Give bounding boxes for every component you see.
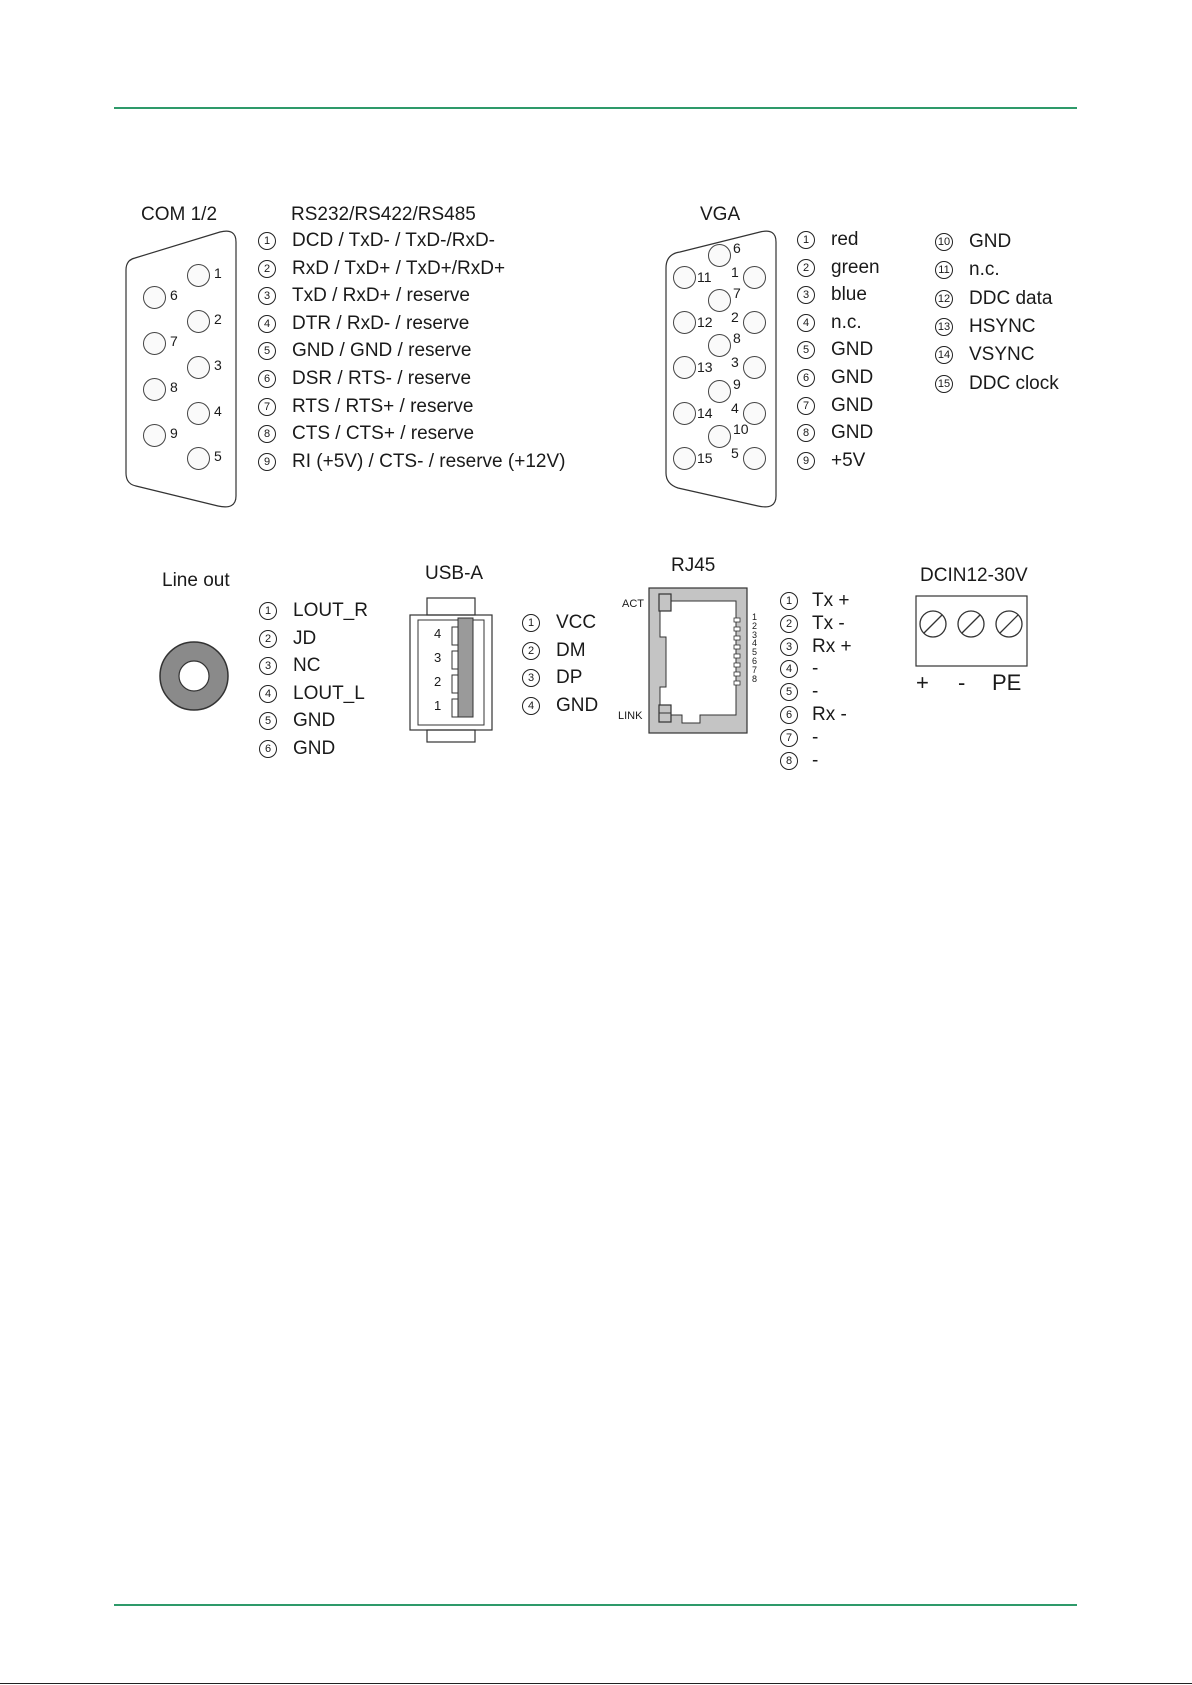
vga-pin-row (797, 367, 873, 389)
rj45-act-label: ACT (622, 598, 644, 610)
pin-number-circle: 2 (522, 642, 540, 660)
pin-number-circle: 4 (780, 660, 798, 678)
com-pin-number: 9 (170, 425, 178, 441)
rj45-title: RJ45 (671, 555, 716, 576)
usb-pin-number: 4 (434, 626, 442, 641)
pin-number-circle: 4 (797, 314, 815, 332)
com-pin-number: 4 (214, 403, 222, 419)
dcin-terminal-block (915, 595, 1030, 667)
com-pin-hole (187, 310, 210, 333)
pin-number-circle: 5 (797, 341, 815, 359)
vga-pin-number: 11 (697, 269, 712, 285)
dcin-terminal-minus: - (958, 670, 966, 695)
pin-number-circle: 1 (780, 592, 798, 610)
pin-number-circle: 15 (935, 375, 953, 393)
pin-label: TxD / RxD+ / reserve (292, 285, 470, 307)
usb-pin-number: 1 (434, 698, 442, 713)
com-pin-row (258, 258, 505, 280)
header-rule (114, 107, 1077, 109)
pin-label: blue (831, 284, 867, 306)
pin-number-circle: 1 (258, 232, 276, 250)
pin-number-circle: 4 (259, 685, 277, 703)
vga-pin-hole (673, 447, 696, 470)
rj45-contact-number: 8 (752, 673, 758, 684)
rj45-link-label: LINK (618, 710, 643, 722)
com-protocols: RS232/RS422/RS485 (291, 204, 476, 225)
pin-number-circle: 4 (258, 315, 276, 333)
rj45-contact-number: 1 (752, 612, 758, 622)
pin-number-circle: 3 (797, 286, 815, 304)
vga-pin-number: 6 (733, 240, 741, 256)
pin-label: - (812, 658, 819, 680)
pin-number-circle: 11 (935, 261, 953, 279)
vga-pin-row (935, 259, 1000, 281)
pin-label: DDC data (969, 287, 1053, 309)
page-bottom-edge (0, 1683, 1192, 1684)
vga-pin-row (797, 422, 873, 444)
pin-label: LOUT_L (293, 682, 365, 704)
vga-pin-row (935, 231, 1011, 253)
vga-pin-number: 1 (731, 264, 739, 280)
pin-label: RxD / TxD+ / TxD+/RxD+ (292, 257, 506, 279)
lineout-title: Line out (162, 570, 230, 591)
vga-pin-number: 8 (733, 330, 741, 346)
pin-label: GND (969, 231, 1012, 252)
com-pin-row (258, 368, 471, 390)
vga-pin-row (797, 284, 867, 306)
com-pin-hole (187, 447, 210, 470)
lineout-pin-row (259, 710, 335, 732)
pin-label: n.c. (831, 311, 862, 333)
pin-number-circle: 8 (258, 425, 276, 443)
vga-pin-number: 12 (697, 314, 713, 330)
rj45-pin-row (780, 636, 852, 658)
com-pin-hole (187, 402, 210, 425)
pin-number-circle: 5 (258, 342, 276, 360)
pin-label: Tx - (812, 612, 845, 634)
com-pin-number: 6 (170, 287, 178, 303)
pin-label: - (812, 749, 819, 771)
vga-pin-hole (673, 356, 696, 379)
rj45-contact-number: 7 (752, 664, 758, 675)
lineout-pin-row (259, 738, 335, 760)
com-pin-number: 5 (214, 448, 222, 464)
pin-number-circle: 5 (259, 712, 277, 730)
pin-label: DSR / RTS- / reserve (292, 368, 472, 389)
vga-pin-row (935, 316, 1036, 338)
pin-number-circle: 6 (258, 370, 276, 388)
vga-pin-number: 9 (733, 376, 741, 392)
vga-pin-row (797, 395, 873, 417)
pin-number-circle: 1 (797, 231, 815, 249)
pin-label: red (831, 229, 859, 250)
com-title: COM 1/2 (141, 204, 218, 225)
usb-pin-row (522, 640, 586, 662)
footer-rule (114, 1604, 1077, 1606)
rj45-contact-number: 6 (752, 656, 758, 666)
pin-label: - (812, 681, 819, 703)
com-pin-row (258, 313, 469, 335)
com-db9-connector (120, 228, 250, 508)
vga-pin-number: 2 (731, 309, 739, 325)
pin-label: +5V (831, 449, 866, 471)
com-pin-row (258, 230, 495, 252)
pin-number-circle: 1 (259, 602, 277, 620)
usb-pin-number: 2 (434, 674, 442, 689)
pin-label: RI (+5V) / CTS- / reserve (+12V) (292, 450, 566, 472)
lineout-pin-row (259, 683, 365, 705)
com-pin-number: 7 (170, 333, 178, 349)
pin-number-circle: 6 (797, 369, 815, 387)
com-pin-row (258, 423, 474, 445)
pin-number-circle: 10 (935, 233, 953, 251)
pin-label: GND (556, 694, 599, 716)
com-pin-hole (187, 264, 210, 287)
pin-label: CTS / CTS+ / reserve (292, 423, 475, 445)
pin-number-circle: 3 (259, 657, 277, 675)
rj45-contact-number: 5 (752, 647, 758, 658)
pin-number-circle: 5 (780, 683, 798, 701)
pin-label: GND (293, 738, 336, 759)
vga-pin-number: 5 (731, 445, 739, 461)
pin-label: VSYNC (969, 344, 1035, 366)
lineout-jack-icon (158, 640, 230, 712)
com-pin-hole (143, 332, 166, 355)
pin-label: GND / GND / reserve (292, 340, 472, 362)
pin-label: LOUT_R (293, 600, 368, 621)
pin-label: n.c. (969, 259, 1000, 281)
vga-pin-hole (708, 425, 731, 448)
rj45-contact-number: 2 (752, 620, 758, 631)
pin-number-circle: 12 (935, 290, 953, 308)
pin-label: GND (831, 339, 874, 361)
pin-number-circle: 8 (780, 752, 798, 770)
pin-number-circle: 7 (258, 398, 276, 416)
pin-number-circle: 1 (522, 614, 540, 632)
vga-pin-row (797, 450, 865, 472)
pin-number-circle: 4 (522, 697, 540, 715)
pin-number-circle: 6 (259, 740, 277, 758)
pin-label: - (812, 726, 819, 748)
usb-title: USB-A (425, 563, 484, 584)
lineout-pin-row (259, 655, 320, 677)
com-pin-row (258, 451, 565, 473)
com-pin-hole (143, 286, 166, 309)
pin-number-circle: 9 (797, 452, 815, 470)
pin-label: GND (293, 710, 336, 732)
vga-pin-row (797, 312, 862, 334)
vga-pin-hole (708, 244, 731, 267)
vga-pin-row (935, 344, 1034, 366)
pin-number-circle: 7 (797, 397, 815, 415)
vga-pin-hole (673, 266, 696, 289)
dcin-title: DCIN12-30V (920, 565, 1028, 586)
vga-pin-row (935, 288, 1052, 310)
vga-pin-hole (708, 334, 731, 357)
pin-number-circle: 9 (258, 453, 276, 471)
pin-number-circle: 2 (797, 259, 815, 277)
vga-pin-number: 4 (731, 400, 739, 416)
pin-label: Rx + (812, 635, 852, 657)
pin-label: DM (556, 639, 586, 661)
pin-number-circle: 3 (780, 638, 798, 656)
dcin-terminal-plus: + (916, 670, 929, 695)
vga-pin-hole (743, 311, 766, 334)
vga-pin-row (935, 373, 1059, 395)
rj45-contact-number: 4 (752, 638, 758, 649)
pin-label: GND (831, 422, 874, 444)
pin-number-circle: 8 (797, 424, 815, 442)
pin-number-circle: 14 (935, 346, 953, 364)
vga-pin-number: 14 (697, 405, 713, 421)
vga-pin-hole (708, 380, 731, 403)
pin-number-circle: 13 (935, 318, 953, 336)
pin-number-circle: 3 (522, 669, 540, 687)
pin-label: Rx - (812, 704, 847, 725)
pin-label: GND (831, 367, 874, 388)
com-pin-number: 8 (170, 379, 178, 395)
usb-pin-row (522, 695, 598, 717)
lineout-pin-row (259, 628, 316, 650)
rj45-pin-row (780, 727, 818, 749)
pin-number-circle: 6 (780, 706, 798, 724)
pin-label: JD (293, 627, 317, 649)
vga-pin-hole (743, 447, 766, 470)
pin-number-circle: 2 (258, 260, 276, 278)
usb-a-connector (407, 595, 497, 745)
pin-label: Tx + (812, 590, 850, 611)
pin-label: DTR / RxD- / reserve (292, 312, 470, 334)
dcin-terminal-pe: PE (992, 670, 1022, 695)
vga-title: VGA (700, 204, 741, 225)
rj45-pin-row (780, 613, 845, 635)
rj45-pin-row (780, 704, 847, 726)
vga-pin-hole (673, 402, 696, 425)
rj45-pin-row (780, 681, 818, 703)
pin-label: HSYNC (969, 315, 1036, 337)
pin-label: RTS / RTS+ / reserve (292, 395, 474, 417)
com-pin-row (258, 340, 471, 362)
com-pin-row (258, 396, 473, 418)
rj45-pin-row (780, 658, 818, 680)
com-pin-hole (187, 356, 210, 379)
pin-number-circle: 7 (780, 729, 798, 747)
usb-pin-row (522, 667, 582, 689)
pin-label: DP (556, 667, 583, 689)
vga-pin-number: 7 (733, 285, 741, 301)
vga-pin-number: 13 (697, 359, 713, 375)
pin-label: green (831, 256, 880, 278)
vga-pin-hole (743, 266, 766, 289)
usb-pin-number: 3 (434, 650, 442, 665)
pin-number-circle: 2 (780, 615, 798, 633)
lineout-pin-row (259, 600, 368, 622)
rj45-connector (648, 587, 748, 734)
rj45-contact-number: 3 (752, 629, 758, 640)
pin-label: DCD / TxD- / TxD-/RxD- (292, 230, 496, 251)
pin-number-circle: 3 (258, 287, 276, 305)
com-pin-hole (143, 378, 166, 401)
vga-pin-hole (673, 311, 696, 334)
com-pin-number: 3 (214, 357, 222, 373)
vga-pin-row (797, 257, 880, 279)
com-pin-row (258, 285, 470, 307)
pin-label: GND (831, 394, 874, 416)
vga-pin-hole (743, 356, 766, 379)
pin-label: DDC clock (969, 372, 1059, 394)
com-pin-number: 2 (214, 311, 222, 327)
vga-pin-row (797, 229, 858, 251)
vga-pin-number: 15 (697, 450, 713, 466)
com-pin-hole (143, 424, 166, 447)
pin-number-circle: 2 (259, 630, 277, 648)
vga-pin-number: 10 (733, 421, 749, 437)
pin-label: NC (293, 655, 321, 677)
vga-pin-hole (708, 289, 731, 312)
pin-label: VCC (556, 612, 597, 633)
rj45-pin-row (780, 590, 849, 612)
rj45-pin-row (780, 750, 818, 772)
usb-pin-row (522, 612, 596, 634)
com-pin-number: 1 (214, 265, 222, 281)
vga-pin-number: 3 (731, 354, 739, 370)
vga-pin-row (797, 339, 873, 361)
